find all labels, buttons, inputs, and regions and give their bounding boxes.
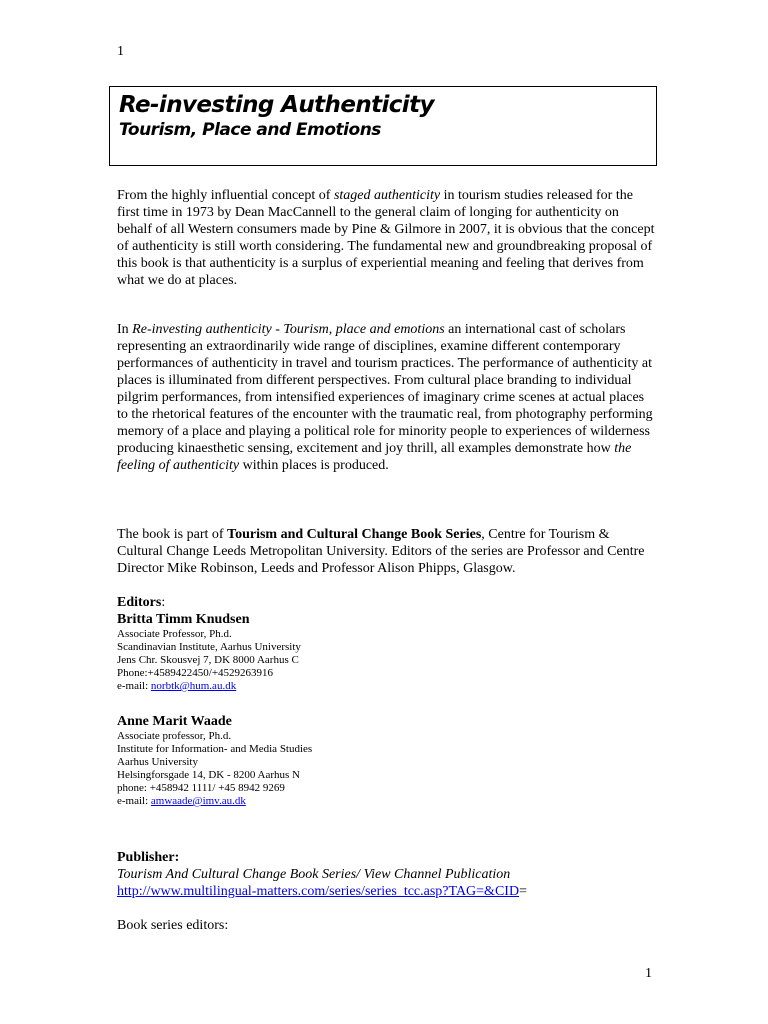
email-prefix: e-mail: xyxy=(117,795,151,807)
editor-email-link[interactable]: amwaade@imv.au.dk xyxy=(150,795,246,807)
para2-book-title: Re-investing authenticity - Tourism, place and emotions xyxy=(132,322,445,337)
publisher-section xyxy=(117,849,677,900)
para1-emphasis: staged authenticity xyxy=(333,188,441,203)
para2-text-2: an international cast of scholars representing an extraordinarily wide range of disciplines, examine different contemporary performances of authenticity in travel and tourism practices. The performance of authenticity at places is illuminated from different perspectives. From cultural place branding to individual pilgrim performances, from intensified experiences of imaginary crime scenes at actual places to the rhetorical features of the encounter with the traumatic real, from photography performing memory of a place and playing a political role for minority people to experiences of wilderness producing kinaesthetic sensing, excitement and joy thrill, all examples demonstrate how xyxy=(117,322,653,456)
page-number-top: 1 xyxy=(117,44,124,59)
description-paragraph xyxy=(117,321,657,474)
editor-email-line xyxy=(117,795,617,808)
url-suffix: = xyxy=(519,884,527,899)
editor-title: Associate professor, Ph.d. xyxy=(117,730,232,742)
email-prefix: e-mail: xyxy=(117,680,151,692)
editor-email-link[interactable]: norbtk@hum.au.dk xyxy=(150,680,237,692)
editor-institute: Institute for Information- and Media Studies xyxy=(117,743,313,755)
series-paragraph xyxy=(117,526,657,577)
editors-label: Editors xyxy=(117,595,162,610)
editor-name: Anne Marit Waade xyxy=(117,714,232,729)
page-number-bottom: 1 xyxy=(645,966,652,981)
para1-text-2: in tourism studies released for the first time in 1973 by Dean MacCannell to the general claim of longing for authenticity on behalf of all Western consumers made by Pine & Gilmore in 2007, it is obvious that the concept of authenticity is still worth considering. The fundamental new and groundbreaking proposal of this book is that authenticity is a surplus of experiential meaning and feeling that derives from what we do at places. xyxy=(117,188,655,288)
book-subtitle: Tourism, Place and Emotions xyxy=(119,120,381,140)
para1-text-1: From the highly influential concept of xyxy=(117,188,334,203)
editor-phone: Phone:+4589422450/+4529263916 xyxy=(117,667,274,679)
book-title: Re-investing Authenticity xyxy=(119,92,434,118)
editor-name: Britta Timm Knudsen xyxy=(117,612,250,627)
editor-address: Helsingforsgade 14, DK - 8200 Aarhus N xyxy=(117,769,300,781)
publisher-label: Publisher: xyxy=(117,850,180,865)
editor-card xyxy=(117,713,617,808)
editor-email-line xyxy=(117,680,617,693)
series-name: Tourism and Cultural Change Book Series xyxy=(227,527,482,542)
editor-phone: phone: +458942 1111/ +45 8942 9269 xyxy=(117,782,285,794)
para3-text-1: The book is part of xyxy=(117,527,228,542)
editor-title: Associate Professor, Ph.d. xyxy=(117,628,232,640)
editor-affiliation: Scandinavian Institute, Aarhus University xyxy=(117,641,301,653)
editor-card xyxy=(117,611,617,693)
editors-heading xyxy=(117,594,165,611)
editor-address: Jens Chr. Skousvej 7, DK 8000 Aarhus C xyxy=(117,654,299,666)
publisher-series: Tourism And Cultural Change Book Series/ View Channel Publication xyxy=(117,867,511,882)
publisher-url-line xyxy=(117,883,677,900)
book-series-editors-label: Book series editors: xyxy=(117,918,229,933)
editor-university: Aarhus University xyxy=(117,756,198,768)
publisher-url-link[interactable]: http://www.multilingual-matters.com/series/series_tcc.asp?TAG=&CID xyxy=(117,884,520,899)
para3-text-2: , Centre for Tourism & Cultural Change Leeds Metropolitan University. Editors of the series are Professor and Centre Director Mike Robinson, Leeds and Professor Alison Phipps, Glasgow. xyxy=(117,527,645,576)
para2-emphasis: the feeling of authenticity xyxy=(117,441,632,473)
para2-text-1: In xyxy=(117,322,133,337)
intro-paragraph xyxy=(117,187,657,289)
para2-text-3: within places is produced. xyxy=(239,458,389,473)
title-box xyxy=(109,86,657,166)
editors-colon: : xyxy=(161,595,166,610)
